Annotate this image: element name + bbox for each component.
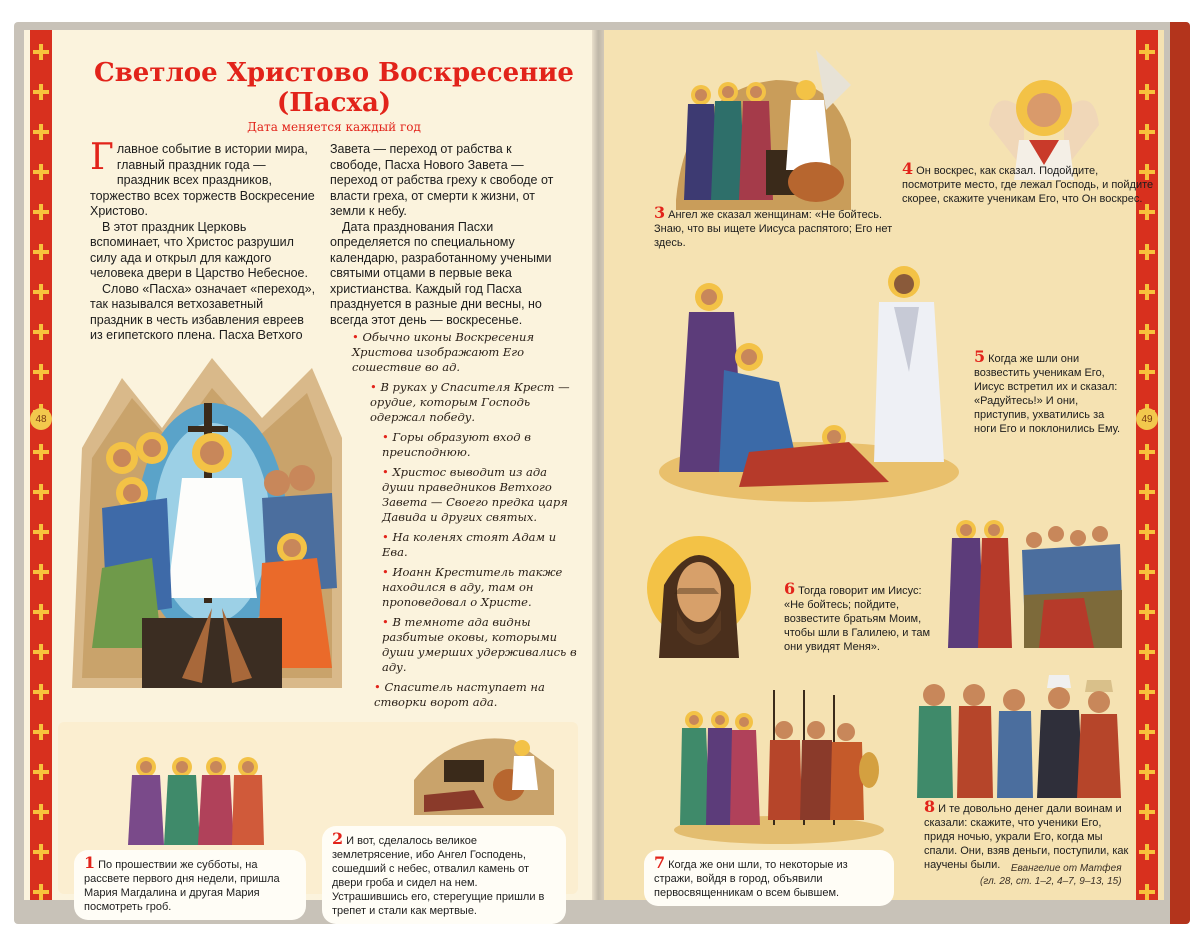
cross-ornament-icon	[33, 204, 49, 220]
cross-ornament-icon	[1139, 644, 1155, 660]
caption-2	[322, 826, 566, 924]
christ-face-svg	[644, 530, 754, 658]
text-column-1	[90, 137, 318, 344]
page-title	[84, 58, 584, 118]
cross-ornament-icon	[33, 644, 49, 660]
cross-ornament-icon	[1139, 444, 1155, 460]
note-item: • Обычно иконы Воскресения Христова изображают Его сошествие во ад.	[352, 330, 535, 374]
disciples-illustration	[944, 510, 1124, 650]
source-line-1: Евангелие от Матфея	[1010, 863, 1122, 874]
cross-ornament-icon	[33, 124, 49, 140]
cross-ornament-icon	[1139, 604, 1155, 620]
disciples-svg	[944, 510, 1124, 650]
paragraph-5: Дата празднования Пасхи определяется по специальному календарю, разработанному учеными святыми отцами в первые века христианства. Каждый год Пасха празднуется в разные дни весны, но всегда этот день — воскресенье.	[330, 219, 552, 327]
cross-ornament-icon	[33, 684, 49, 700]
caption-6-text: Тогда говорит им Иисус: «Не бойтесь; пойдите, возвестите братьям Моим, чтобы шли в Галилею, и там они увидят Меня».	[784, 585, 931, 653]
tomb-angel-illustration	[666, 50, 856, 210]
cross-ornament-icon	[33, 604, 49, 620]
cross-ornament-icon	[33, 244, 49, 260]
guards-svg	[674, 690, 884, 840]
text-column-2	[330, 142, 562, 328]
book-cover-edge	[1170, 22, 1190, 924]
caption-7-number: 7	[654, 853, 666, 872]
caption-7-text: Когда же они шли, то некоторые из стражи, войдя в город, объявили первосвященникам о всем бывшем.	[654, 859, 848, 899]
note-text: На коленях стоят Адам и Ева.	[382, 530, 557, 559]
caption-2-text: И вот, сделалось великое землетрясение, ибо Ангел Господень, сошедший с небес, отвалил камень от двери гроба и сидел на нем. Устрашившись его, стерегущие пришли в трепет и стали как мертвые.	[332, 835, 545, 917]
cross-ornament-icon	[1139, 204, 1155, 220]
icon-notes	[352, 330, 582, 715]
cross-ornament-icon	[33, 804, 49, 820]
note-text: В руках у Спасителя Крест — орудие, которым Господь одержал победу.	[370, 380, 570, 424]
caption-6-number: 6	[784, 579, 796, 598]
note-item: • В темноте ада видны разбитые оковы, которыми души умерших удерживались в аду.	[382, 615, 577, 674]
cross-ornament-icon	[33, 84, 49, 100]
cross-ornament-icon	[33, 764, 49, 780]
cross-ornament-icon	[1139, 724, 1155, 740]
cross-ornament-icon	[1139, 764, 1155, 780]
caption-5-number: 5	[974, 347, 986, 366]
title-line-1: Светлое Христово Воскресение	[94, 58, 574, 88]
caption-5	[974, 347, 1124, 436]
cross-ornament-icon	[1139, 124, 1155, 140]
caption-4	[902, 159, 1154, 206]
title-line-2: (Пасха)	[276, 88, 392, 118]
cross-ornament-icon	[1139, 884, 1155, 900]
page-number-right: 49	[1136, 408, 1158, 430]
cross-ornament-icon	[1139, 684, 1155, 700]
caption-4-number: 4	[902, 159, 914, 178]
caption-1	[74, 850, 306, 920]
note-item: • Христос выводит из ада души праведников Ветхого Завета — Своего предка царя Давида и других святых.	[382, 465, 568, 524]
priests-bribe-svg	[909, 670, 1124, 800]
cross-ornament-icon	[1139, 844, 1155, 860]
note-text: Спаситель наступает на створки ворот ада.	[374, 680, 545, 709]
page-number-left: 48	[30, 408, 52, 430]
note-text: Христос выводит из ада души праведников Ветхого Завета — Своего предка царя Давида и других святых.	[382, 465, 568, 524]
gospel-source	[980, 862, 1122, 888]
cross-ornament-icon	[1139, 84, 1155, 100]
drop-cap: Г	[90, 137, 114, 178]
cross-ornament-icon	[33, 724, 49, 740]
ornament-border-left	[30, 30, 52, 900]
cross-ornament-icon	[33, 164, 49, 180]
cross-ornament-icon	[33, 844, 49, 860]
guards-illustration	[674, 690, 884, 840]
angel-tomb-svg	[414, 730, 554, 815]
angel-tomb-illustration	[414, 730, 554, 815]
cross-ornament-icon	[1139, 244, 1155, 260]
caption-7	[644, 850, 894, 906]
cross-ornament-icon	[33, 484, 49, 500]
christ-face-illustration	[644, 530, 754, 658]
ornament-border-right	[1136, 30, 1158, 900]
cross-ornament-icon	[33, 444, 49, 460]
source-line-2: (гл. 28, ст. 1–2, 4–7, 9–13, 15)	[980, 876, 1122, 887]
cross-ornament-icon	[1139, 484, 1155, 500]
cross-ornament-icon	[33, 44, 49, 60]
cross-ornament-icon	[33, 284, 49, 300]
paragraph-2: В этот праздник Церковь вспоминает, что Христос разрушил силу ада и открыл для каждого человека двери в Царство Небесное.	[90, 219, 308, 280]
caption-1-text: По прошествии же субботы, на рассвете первого дня недели, пришла Мария Магдалина и другая Мария посмотреть гроб.	[84, 859, 280, 913]
cross-ornament-icon	[1139, 284, 1155, 300]
caption-8-number: 8	[924, 797, 936, 816]
cross-ornament-icon	[1139, 44, 1155, 60]
caption-2-number: 2	[332, 829, 344, 848]
cross-ornament-icon	[33, 364, 49, 380]
note-item: • Горы образуют вход в преисподнюю.	[382, 430, 531, 459]
note-item: • В руках у Спасителя Крест — орудие, которым Господь одержал победу.	[370, 380, 570, 424]
cross-ornament-icon	[33, 524, 49, 540]
women-svg	[124, 755, 264, 845]
note-text: Иоанн Креститель также находился в аду, там он проповедовал о Христе.	[382, 565, 563, 609]
christ-meets-women-illustration	[659, 252, 959, 502]
caption-3-number: 3	[654, 203, 666, 222]
note-item: • Спаситель наступает на створки ворот ада.	[374, 680, 545, 709]
cross-ornament-icon	[1139, 564, 1155, 580]
left-page	[24, 30, 594, 917]
priests-bribe-illustration	[909, 670, 1124, 800]
paragraph-4: Завета — переход от рабства к свободе, Пасха Нового Завета — переход от рабства греху к свободе от власти греха, от смерти к жизни, от земли к небу.	[330, 142, 554, 218]
caption-3-text: Ангел же сказал женщинам: «Не бойтесь. Знаю, что вы ищете Иисуса распятого; Его нет здесь.	[654, 209, 893, 249]
resurrection-icon-illustration	[62, 348, 352, 700]
cross-ornament-icon	[1139, 804, 1155, 820]
women-illustration	[124, 755, 264, 845]
caption-4-text: Он воскрес, как сказал. Подойдите, посмотрите место, где лежал Господь, и пойдите скорее, скажите ученикам Его, что Он воскрес.	[902, 165, 1154, 205]
caption-3	[654, 203, 904, 250]
cross-ornament-icon	[1139, 324, 1155, 340]
note-text: Горы образуют вход в преисподнюю.	[382, 430, 531, 459]
resurrection-icon-svg	[62, 348, 352, 700]
cross-ornament-icon	[33, 564, 49, 580]
caption-8-text: И те довольно денег дали воинам и сказали: скажите, что ученики Его, придя ночью, украли Его, когда мы спали. Они, взяв деньги, поступили, как научены были.	[924, 803, 1129, 871]
page-subtitle: Дата меняется каждый год	[247, 120, 421, 134]
note-item: • На коленях стоят Адам и Ева.	[382, 530, 557, 559]
caption-6	[784, 579, 944, 654]
tomb-angel-svg	[666, 50, 856, 210]
cross-ornament-icon	[33, 884, 49, 900]
cross-ornament-icon	[1139, 364, 1155, 380]
note-item: • Иоанн Креститель также находился в аду, там он проповедовал о Христе.	[382, 565, 563, 609]
caption-1-number: 1	[84, 853, 96, 872]
cross-ornament-icon	[33, 324, 49, 340]
caption-5-text: Когда же шли они возвестить ученикам Его, Иисус встретил их и сказал: «Радуйтесь!» И они, приступив, ухватились за ноги Его и поклонились Ему.	[974, 353, 1121, 435]
paragraph-3: Слово «Пасха» означает «переход», так назывался ветхозаветный праздник в честь избавления евреев из египетского плена. Пасха Ветхого	[90, 281, 316, 342]
cross-ornament-icon	[1139, 524, 1155, 540]
christ-meets-women-svg	[659, 252, 959, 502]
paragraph-1: лавное событие в истории мира, главный праздник года — праздник всех праздников, торжество всех торжеств Воскресение Христово.	[90, 142, 315, 218]
note-text: В темноте ада видны разбитые оковы, которыми души умерших удерживались в аду.	[382, 615, 577, 674]
note-text: Обычно иконы Воскресения Христова изображают Его сошествие во ад.	[352, 330, 535, 374]
right-page	[604, 30, 1164, 900]
